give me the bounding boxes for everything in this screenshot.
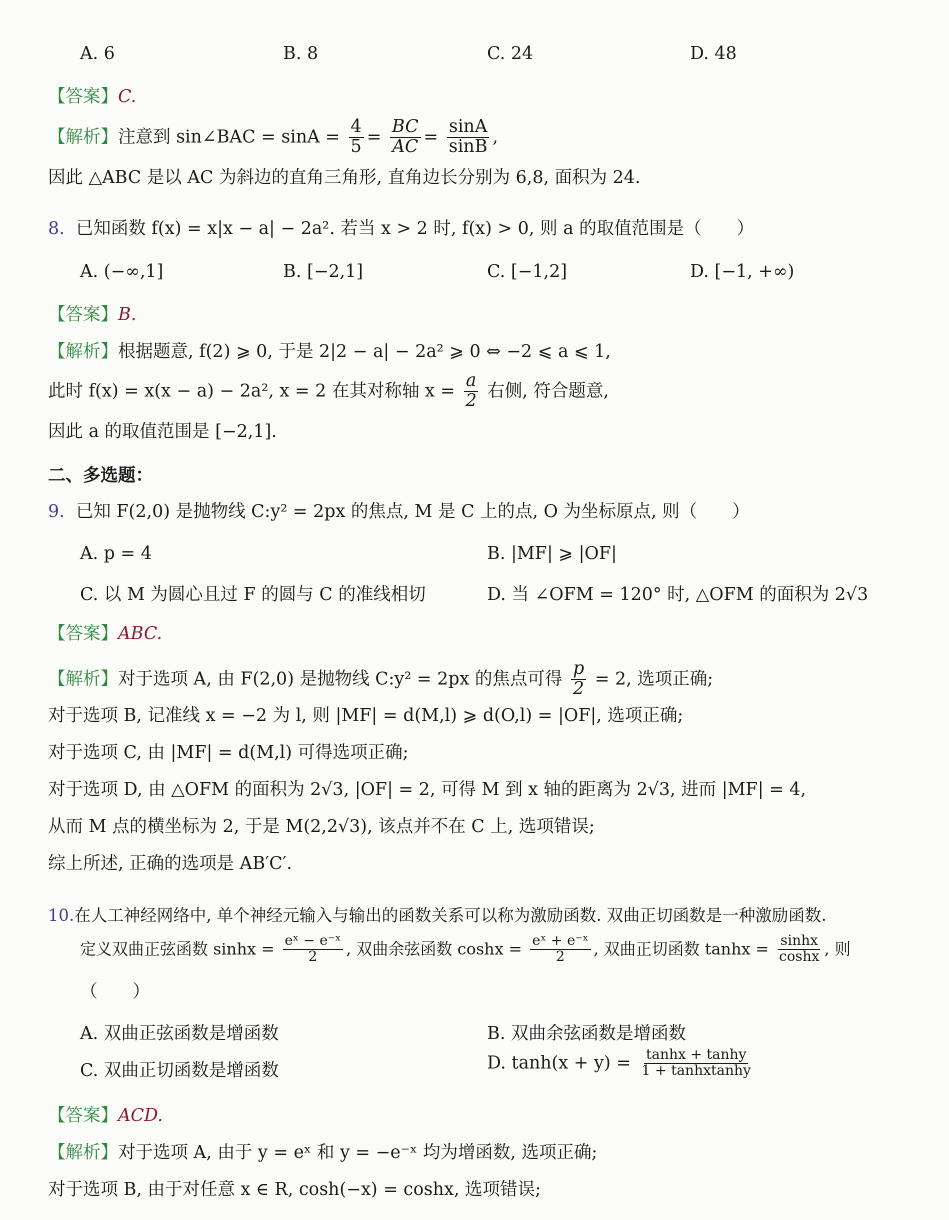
q9-option-d: D. 当 ∠OFM = 120° 时, △OFM 的面积为 2√3 [487, 585, 869, 605]
text: 定义双曲正弦函数 sinhx = [80, 939, 275, 959]
section-title: 二、多选题： [48, 466, 153, 486]
analysis-tag: 【解析】 [48, 1143, 118, 1163]
analysis-tag: 【解析】 [48, 669, 118, 690]
q10-analysis-line1 [48, 1143, 597, 1164]
question-number: 9. [48, 502, 65, 522]
answer-value: B. [118, 305, 137, 325]
q9-analysis-line4: 对于选项 D, 由 △OFM 的面积为 2√3, |OF| = 2, 可得 M 到 x 轴的距离为 2√3, 进而 |MF| = 4, [48, 780, 807, 800]
q7-answer [48, 87, 136, 108]
answer-value: ABC. [118, 624, 163, 644]
fraction: $\frac{\text{eˣ − e⁻ˣ}}{2}$ [284, 933, 342, 966]
q10-stem-line2 [80, 934, 851, 966]
text: 右侧, 符合题意, [487, 381, 609, 402]
q10-answer [48, 1106, 163, 1127]
q9-analysis-line5: 从而 M 点的横坐标为 2, 于是 M(2,2√3), 该点并不在 C 上, 选项错误; [48, 817, 595, 837]
text: 根据题意, f(2) ⩾ 0, 于是 2|2 − a| − 2a² ⩾ 0 ⇔ −2 ⩽ a ⩽ 1, [118, 342, 611, 362]
q8-option-c: C. [−1,2] [487, 262, 568, 282]
q8-analysis-line1 [48, 342, 611, 363]
text: , 双曲正切函数 tanhx = [593, 939, 769, 959]
q7-analysis-line2: 因此 △ABC 是以 AC 为斜边的直角三角形, 直角边长分别为 6,8, 面积为 24. [48, 168, 641, 188]
text: = 2, 选项正确; [594, 669, 714, 690]
q8-answer [48, 305, 136, 326]
q9-option-a: A. p = 4 [80, 544, 152, 564]
fraction: $\frac{\sinh x}{\cosh x}$ [779, 933, 820, 966]
q8-option-a: A. (−∞,1] [80, 262, 164, 282]
answer-tag: 【答案】 [48, 624, 118, 644]
q9-analysis-line3: 对于选项 C, 由 |MF| = d(M,l) 可得选项正确; [48, 743, 409, 763]
q10-option-b: B. 双曲余弦函数是增函数 [487, 1024, 686, 1044]
q9-analysis-line1 [48, 660, 713, 700]
q10-option-d [487, 1048, 756, 1080]
answer-tag: 【答案】 [48, 305, 118, 325]
q8-stem [48, 219, 754, 240]
answer-value: ACD. [118, 1106, 163, 1126]
q8-option-d: D. [−1, +∞) [690, 262, 795, 282]
q9-stem [48, 502, 750, 523]
answer-tag: 【答案】 [48, 87, 118, 107]
q9-option-b: B. |MF| ⩾ |OF| [487, 544, 617, 564]
q7-option-d: D. 48 [690, 44, 737, 64]
q9-analysis-line2: 对于选项 B, 记准线 x = −2 为 l, 则 |MF| = d(M,l) ⩾ d(O,l) = |OF|, 选项正确; [48, 706, 684, 726]
fraction: $\frac{\text{eˣ + e⁻ˣ}}{2}$ [532, 933, 589, 966]
q7-option-a: A. 6 [80, 44, 115, 64]
text: D. tanh(x + y) = [487, 1053, 631, 1074]
fraction: $\frac{\sin A}{\sin B}$ [448, 117, 488, 158]
text: 注意到 sin∠BAC = sinA = [118, 127, 340, 148]
text: 已知 F(2,0) 是抛物线 C:y² = 2px 的焦点, M 是 C 上的点, O 为坐标原点, 则（ ） [75, 502, 750, 522]
q10-analysis-line2: 对于选项 B, 由于对任意 x ∈ R, cosh(−x) = coshx, 选项错误; [48, 1180, 541, 1200]
fraction: $\frac{4}{5}$ [350, 117, 362, 158]
text: 对于选项 A, 由 F(2,0) 是抛物线 C:y² = 2px 的焦点可得 [118, 669, 563, 690]
text: 此时 f(x) = x(x − a) − 2a², x = 2 在其对称轴 x = [48, 381, 455, 402]
answer-value: C. [118, 87, 137, 107]
q9-option-c: C. 以 M 为圆心且过 F 的圆与 C 的准线相切 [80, 585, 426, 605]
q8-analysis-line2 [48, 372, 609, 412]
fraction: $\frac{BC}{AC}$ [391, 117, 419, 158]
fraction: $\frac{a}{2}$ [465, 371, 477, 412]
q9-analysis-line6: 综上所述, 正确的选项是 AB′C′. [48, 854, 293, 874]
analysis-tag: 【解析】 [48, 342, 118, 362]
fraction: $\frac{p}{2}$ [572, 659, 585, 700]
text: , 双曲余弦函数 coshx = [346, 939, 522, 959]
analysis-tag: 【解析】 [48, 127, 118, 148]
q8-option-b: B. [−2,1] [283, 262, 364, 282]
q8-analysis-line3: 因此 a 的取值范围是 [−2,1]. [48, 422, 277, 442]
q7-option-b: B. 8 [283, 44, 319, 64]
text: 对于选项 A, 由于 y = eˣ 和 y = −e⁻ˣ 均为增函数, 选项正确; [118, 1143, 598, 1163]
fraction: $\frac{\tanh x + \tanh y}{\text{1 + tanhxtanhy}}$ [641, 1047, 751, 1080]
question-number: 10. [48, 906, 75, 925]
text: , 则 [824, 939, 851, 959]
q10-stem-line3: （ ） [80, 982, 150, 1002]
text: 在人工神经网络中, 单个神经元输入与输出的函数关系可以称为激励函数. 双曲正切函数是一种激励函数. [74, 906, 827, 925]
answer-tag: 【答案】 [48, 1106, 118, 1126]
question-number: 8. [48, 219, 65, 239]
q7-analysis-line1: 【解析】注意到 sin∠BAC = sinA = $\frac{4}{5}$ = $\frac{BC}{AC}$ = $\frac{\sin A}{\sin B}$ , [48, 117, 499, 158]
q10-option-a: A. 双曲正弦函数是增函数 [80, 1024, 279, 1044]
q9-answer [48, 624, 162, 645]
q10-stem-line1 [48, 906, 826, 926]
text: 已知函数 f(x) = x|x − a| − 2a². 若当 x > 2 时, f(x) > 0, 则 a 的取值范围是（ ） [75, 219, 755, 239]
q10-option-c: C. 双曲正切函数是增函数 [80, 1061, 279, 1081]
q7-option-c: C. 24 [487, 44, 534, 64]
